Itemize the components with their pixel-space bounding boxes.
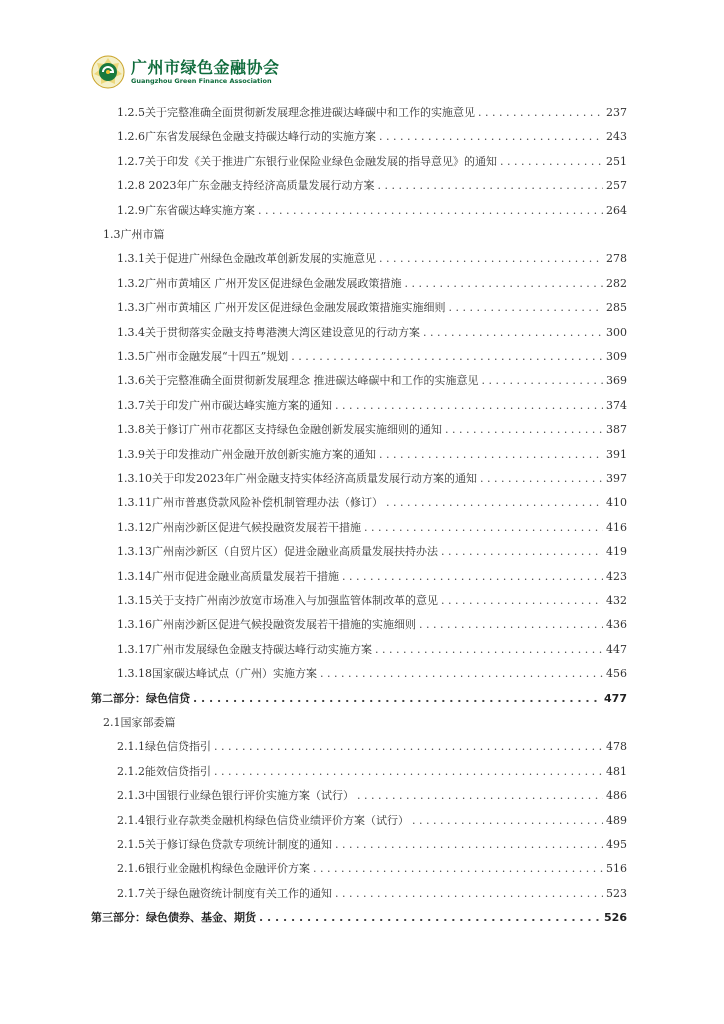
toc-leader-dots <box>445 421 603 439</box>
toc-entry[interactable] <box>117 250 627 268</box>
toc-entry[interactable] <box>117 446 627 464</box>
toc-leader-dots <box>214 738 603 756</box>
organization-name: 广州市绿色金融协会 <box>131 57 280 77</box>
toc-page-number: 397 <box>606 472 627 485</box>
toc-entry-title: 2.1.2能效信贷指引 <box>117 764 211 778</box>
toc-page-number: 278 <box>606 252 627 266</box>
toc-leader-dots <box>342 568 603 586</box>
toc-entry-title: 第三部分：绿色债券、基金、期货 <box>91 911 256 925</box>
toc-leader-dots <box>214 763 603 781</box>
toc-entry[interactable] <box>117 763 627 781</box>
toc-entry[interactable] <box>117 738 627 756</box>
toc-leader-dots <box>448 299 603 317</box>
toc-page-number: 243 <box>606 130 627 144</box>
toc-leader-dots <box>258 202 603 220</box>
toc-section-heading[interactable] <box>103 714 627 732</box>
toc-leader-dots <box>335 885 603 903</box>
toc-entry[interactable] <box>117 641 627 659</box>
toc-page-number: 374 <box>606 398 627 412</box>
toc-leader-dots <box>364 519 603 537</box>
toc-leader-dots <box>500 153 603 171</box>
toc-entry-title: 第二部分：绿色信贷 <box>91 691 190 705</box>
header-logo-block <box>91 52 280 92</box>
toc-entry-title: 1.2.7关于印发《关于推进广东银行业保险业绿色金融发展的指导意见》的通知 <box>117 154 497 168</box>
toc-entry-title: 2.1.1绿色信贷指引 <box>117 740 211 754</box>
toc-entry[interactable] <box>117 470 627 488</box>
toc-page-number: 477 <box>604 691 627 705</box>
toc-leader-dots <box>335 836 603 854</box>
toc-entry-title: 1.3.9关于印发推动广州金融开放创新实施方案的通知 <box>117 447 376 461</box>
toc-leader-dots <box>193 690 601 708</box>
toc-entry[interactable] <box>117 787 627 805</box>
toc-entry-title: 1.3.8关于修订广州市花都区支持绿色金融创新发展实施细则的通知 <box>117 423 442 437</box>
toc-page-number: 391 <box>606 447 627 461</box>
toc-part-heading[interactable] <box>91 909 627 927</box>
toc-entry[interactable] <box>117 860 627 878</box>
toc-page-number: 257 <box>606 179 627 193</box>
toc-leader-dots <box>404 275 603 293</box>
logo-text <box>131 59 280 86</box>
toc-entry-title: 1.2.6广东省发展绿色金融支持碳达峰行动的实施方案 <box>117 130 376 144</box>
toc-entry[interactable] <box>117 494 627 512</box>
toc-page-number: 264 <box>606 203 627 217</box>
toc-entry-title: 1.3.7关于印发广州市碳达峰实施方案的通知 <box>117 398 332 412</box>
toc-entry-title: 2.1.5关于修订绿色贷款专项统计制度的通知 <box>117 838 332 851</box>
toc-entry-title: 2.1.7关于绿色融资统计制度有关工作的通知 <box>117 886 332 900</box>
toc-entry[interactable] <box>117 153 627 171</box>
toc-entry[interactable] <box>117 665 627 683</box>
toc-leader-dots <box>441 592 603 610</box>
toc-page-number: 523 <box>606 886 627 900</box>
toc-page-number: 478 <box>606 740 627 754</box>
toc-page-number: 481 <box>606 764 627 778</box>
toc-page-number: 410 <box>606 496 627 510</box>
toc-page-number: 285 <box>606 301 627 315</box>
toc-entry-title: 1.2.9广东省碳达峰实施方案 <box>117 203 255 217</box>
toc-entry-title: 2.1.4银行业存款类金融机构绿色信贷业绩评价方案（试行） <box>117 813 409 827</box>
toc-part-heading[interactable] <box>91 690 627 708</box>
toc-entry[interactable] <box>117 275 627 293</box>
toc-page-number: 237 <box>606 106 627 119</box>
toc-entry[interactable] <box>117 421 627 439</box>
toc-entry[interactable] <box>117 568 627 586</box>
toc-leader-dots <box>386 494 603 512</box>
toc-leader-dots <box>291 348 603 366</box>
toc-page-number: 387 <box>606 423 627 437</box>
toc-page-number: 251 <box>606 154 627 168</box>
toc-entry-title: 1.3.2广州市黄埔区 广州开发区促进绿色金融发展政策措施 <box>117 276 402 290</box>
toc-entry-title: 2.1国家部委篇 <box>103 716 176 729</box>
toc-leader-dots <box>379 446 603 464</box>
toc-leader-dots <box>379 250 603 268</box>
toc-entry-title: 1.3.17广州市发展绿色金融支持碳达峰行动实施方案 <box>117 642 372 656</box>
toc-entry[interactable] <box>117 177 627 195</box>
toc-entry-title: 2.1.3中国银行业绿色银行评价实施方案（试行） <box>117 789 354 803</box>
toc-entry-title: 1.3.16广州南沙新区促进气候投融资发展若干措施的实施细则 <box>117 618 416 632</box>
toc-page-number: 282 <box>606 276 627 290</box>
toc-page-number: 516 <box>606 862 627 876</box>
toc-leader-dots <box>313 860 603 878</box>
toc-leader-dots <box>357 787 603 805</box>
toc-entry[interactable] <box>117 104 627 122</box>
toc-entry-title: 1.3.10关于印发2023年广州金融支持实体经济高质量发展行动方案的通知 <box>117 472 477 485</box>
toc-entry[interactable] <box>117 128 627 146</box>
toc-entry[interactable] <box>117 592 627 610</box>
toc-leader-dots <box>320 665 603 683</box>
toc-leader-dots <box>441 543 603 561</box>
toc-entry-title: 2.1.6银行业金融机构绿色金融评价方案 <box>117 862 310 876</box>
toc-entry[interactable] <box>117 836 627 854</box>
toc-entry[interactable] <box>117 299 627 317</box>
toc-leader-dots <box>379 128 603 146</box>
toc-leader-dots <box>419 616 603 634</box>
toc-entry-title: 1.3.13广州南沙新区（自贸片区）促进金融业高质量发展扶持办法 <box>117 545 438 559</box>
toc-entry[interactable] <box>117 324 627 342</box>
toc-entry[interactable] <box>117 519 627 537</box>
toc-page-number: 456 <box>606 667 627 681</box>
toc-page-number: 447 <box>606 642 627 656</box>
toc-page-number: 416 <box>606 520 627 534</box>
toc-entry[interactable] <box>117 885 627 903</box>
toc-entry-title: 1.3广州市篇 <box>103 228 165 241</box>
toc-entry-title: 1.3.12广州南沙新区促进气候投融资发展若干措施 <box>117 520 361 534</box>
toc-page-number: 300 <box>606 325 627 339</box>
toc-entry-title: 1.3.15关于支持广州南沙放宽市场准入与加强监管体制改革的意见 <box>117 594 438 607</box>
toc-leader-dots <box>480 470 603 488</box>
toc-entry[interactable] <box>117 348 627 366</box>
toc-entry[interactable] <box>117 397 627 415</box>
toc-entry-title: 1.3.1关于促进广州绿色金融改革创新发展的实施意见 <box>117 252 376 266</box>
toc-page-number: 419 <box>606 545 627 559</box>
toc-leader-dots <box>478 104 603 122</box>
toc-entry[interactable] <box>117 543 627 561</box>
toc-leader-dots <box>423 324 603 342</box>
toc-entry-title: 1.3.4关于贯彻落实金融支持粤港澳大湾区建设意见的行动方案 <box>117 325 420 339</box>
toc-page-number: 369 <box>606 374 627 388</box>
toc-entry[interactable] <box>117 616 627 634</box>
toc-page-number: 432 <box>606 594 627 607</box>
toc-entry-title: 1.3.3广州市黄埔区 广州开发区促进绿色金融发展政策措施实施细则 <box>117 301 446 315</box>
toc-leader-dots <box>481 372 603 390</box>
toc-entry-title: 1.3.11广州市普惠贷款风险补偿机制管理办法（修订） <box>117 496 383 510</box>
toc-page-number: 423 <box>606 569 627 583</box>
toc-entry[interactable] <box>117 812 627 830</box>
toc-entry-title: 1.3.14广州市促进金融业高质量发展若干措施 <box>117 569 339 583</box>
association-logo-icon <box>91 55 125 89</box>
toc-page-number: 489 <box>606 813 627 827</box>
toc-entry-title: 1.2.8 2023年广东金融支持经济高质量发展行动方案 <box>117 179 375 193</box>
toc-entry-title: 1.3.18国家碳达峰试点（广州）实施方案 <box>117 667 317 681</box>
toc-page-number: 486 <box>606 789 627 803</box>
toc-leader-dots <box>259 909 601 927</box>
toc-entry-title: 1.2.5关于完整准确全面贯彻新发展理念推进碳达峰碳中和工作的实施意见 <box>117 106 475 119</box>
toc-entry[interactable] <box>117 372 627 390</box>
toc-entry-title: 1.3.6关于完整准确全面贯彻新发展理念 推进碳达峰碳中和工作的实施意见 <box>117 374 479 388</box>
toc-page-number: 526 <box>604 911 627 925</box>
toc-page-number: 436 <box>606 618 627 632</box>
toc-leader-dots <box>375 641 603 659</box>
toc-page-number: 309 <box>606 350 627 363</box>
toc-leader-dots <box>335 397 603 415</box>
toc-leader-dots <box>412 812 603 830</box>
toc-page-number: 495 <box>606 838 627 851</box>
toc-section-heading[interactable] <box>103 226 627 244</box>
toc-entry-title: 1.3.5广州市金融发展“十四五”规划 <box>117 350 289 363</box>
toc-leader-dots <box>377 177 603 195</box>
toc-entry[interactable] <box>117 202 627 220</box>
organization-name-english: Guangzhou Green Finance Association <box>131 76 272 85</box>
